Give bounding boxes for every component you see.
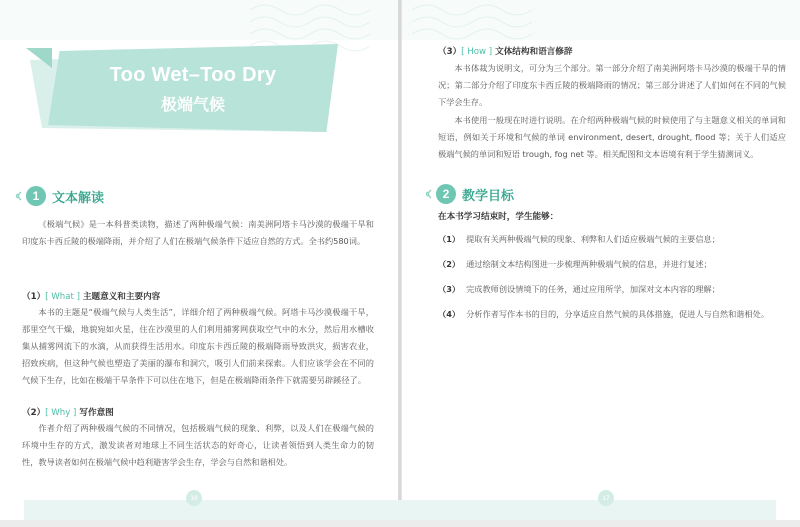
footer-band — [24, 500, 776, 520]
section-number-badge: 1 — [26, 186, 46, 206]
goal-item — [438, 234, 720, 245]
book-gutter — [399, 0, 401, 520]
goal-item — [438, 259, 712, 270]
page-number-left: 16 — [186, 490, 202, 506]
subsection-why-heading — [22, 406, 114, 418]
goal-item — [438, 284, 720, 295]
subsection-tag: [ Why ] — [45, 408, 77, 418]
section-2-header — [422, 184, 514, 204]
goal-text: 分析作者写作本书的目的，分享适应自然气候的具体措施，促进人与自然和谐相处。 — [466, 309, 770, 319]
goal-item — [438, 309, 769, 320]
why-paragraph: 作者介绍了两种极端气候的不同情况，包括极端气候的现象、利弊，以及人们在极端气候的环境中生存的方式，激发读者对地球上不同生活状态的好奇心，让读者领悟到人类生命力的韧性，教导读者如何在极端气候中趋利避害学会生存，学会与自然和谐相处。 — [22, 423, 374, 467]
goal-number: （1） — [438, 234, 461, 244]
goal-text: 通过绘制文本结构图进一步梳理两种极端气候的信息，并进行复述； — [466, 259, 712, 269]
subsection-label: 文体结构和语言修辞 — [495, 47, 573, 57]
subsection-label: 主题意义和主要内容 — [82, 292, 161, 302]
section-number-badge: 2 — [436, 184, 456, 204]
goals-lead: 在本书学习结束时，学生能够： — [438, 212, 559, 222]
subsection-number: （2） — [22, 408, 46, 418]
intro-paragraph: 《极端气候》是一本科普类读物，描述了两种极端气候：南美洲阿塔卡马沙漠的极端干旱和印度东卡西丘陵的极端降雨，并介绍了人们在极端气候条件下适应自然的方式。全书约580词。 — [22, 219, 374, 246]
signal-wave-icon — [12, 190, 24, 202]
title-banner — [48, 44, 338, 132]
section-1-header — [12, 186, 104, 206]
book-title-english: Too Wet–Too Dry — [109, 64, 277, 86]
section-title: 教学目标 — [462, 188, 515, 204]
left-page — [0, 0, 399, 520]
right-page — [401, 0, 800, 520]
how-paragraph-1: 本书体裁为说明文，可分为三个部分。第一部分介绍了南美洲阿塔卡马沙漠的极端干旱的情况；第二部分介绍了印度东卡西丘陵的极端降雨的情况；第三部分讲述了人们如何在不同的气候下学会生存。 — [438, 63, 786, 107]
subsection-number: （1） — [22, 292, 46, 302]
what-paragraph: 本书的主题是“极端气候与人类生活”，详细介绍了两种极端气候。阿塔卡马沙漠极端干旱，那里空气干燥，地貌宛如火星，住在沙漠里的人们利用捕雾网获取空气中的水分，然后用水槽收集从捕雾网流下的水滴，从而获得生活用水。印度东卡西丘陵的极端降雨导致洪灾，损害农业，招致疾病，但这种气候也塑造了美丽的瀑布和洞穴，吸引人们前来探索。人们应该学会在不同的气候下生存，比如在极端干旱条件下可以住在地下，但是在极端降雨条件下就需要另辟蹊径了。 — [22, 307, 374, 385]
page-number-right: 17 — [598, 490, 614, 506]
subsection-how-heading — [438, 45, 572, 57]
goal-text: 完成教师创设情境下的任务，通过应用所学，加深对文本内容的理解； — [466, 284, 720, 294]
signal-wave-icon — [422, 188, 434, 200]
section-title: 文本解读 — [52, 190, 105, 206]
subsection-what-heading — [22, 290, 160, 302]
subsection-number: （3） — [438, 47, 462, 57]
how-paragraph-2: 本书使用一般现在时进行说明。在介绍两种极端气候的时候使用了与主题意义相关的单词和短语，例如关于环境和气候的单词 environment, desert, drought, flood 等；关于人们适应极端气候的单词和短语 trough, fog net 等。相关配图和文本语境有利于学生猜测词义。 — [438, 115, 786, 159]
goal-number: （4） — [438, 309, 461, 319]
goal-text: 提取有关两种极端气候的现象、利弊和人们适应极端气候的主要信息； — [466, 234, 720, 244]
goal-number: （2） — [438, 259, 461, 269]
subsection-label: 写作意图 — [79, 408, 114, 418]
goal-number: （3） — [438, 284, 461, 294]
subsection-tag: [ What ] — [45, 292, 80, 302]
book-title-chinese: 极端气候 — [160, 95, 225, 114]
subsection-tag: [ How ] — [461, 47, 493, 57]
